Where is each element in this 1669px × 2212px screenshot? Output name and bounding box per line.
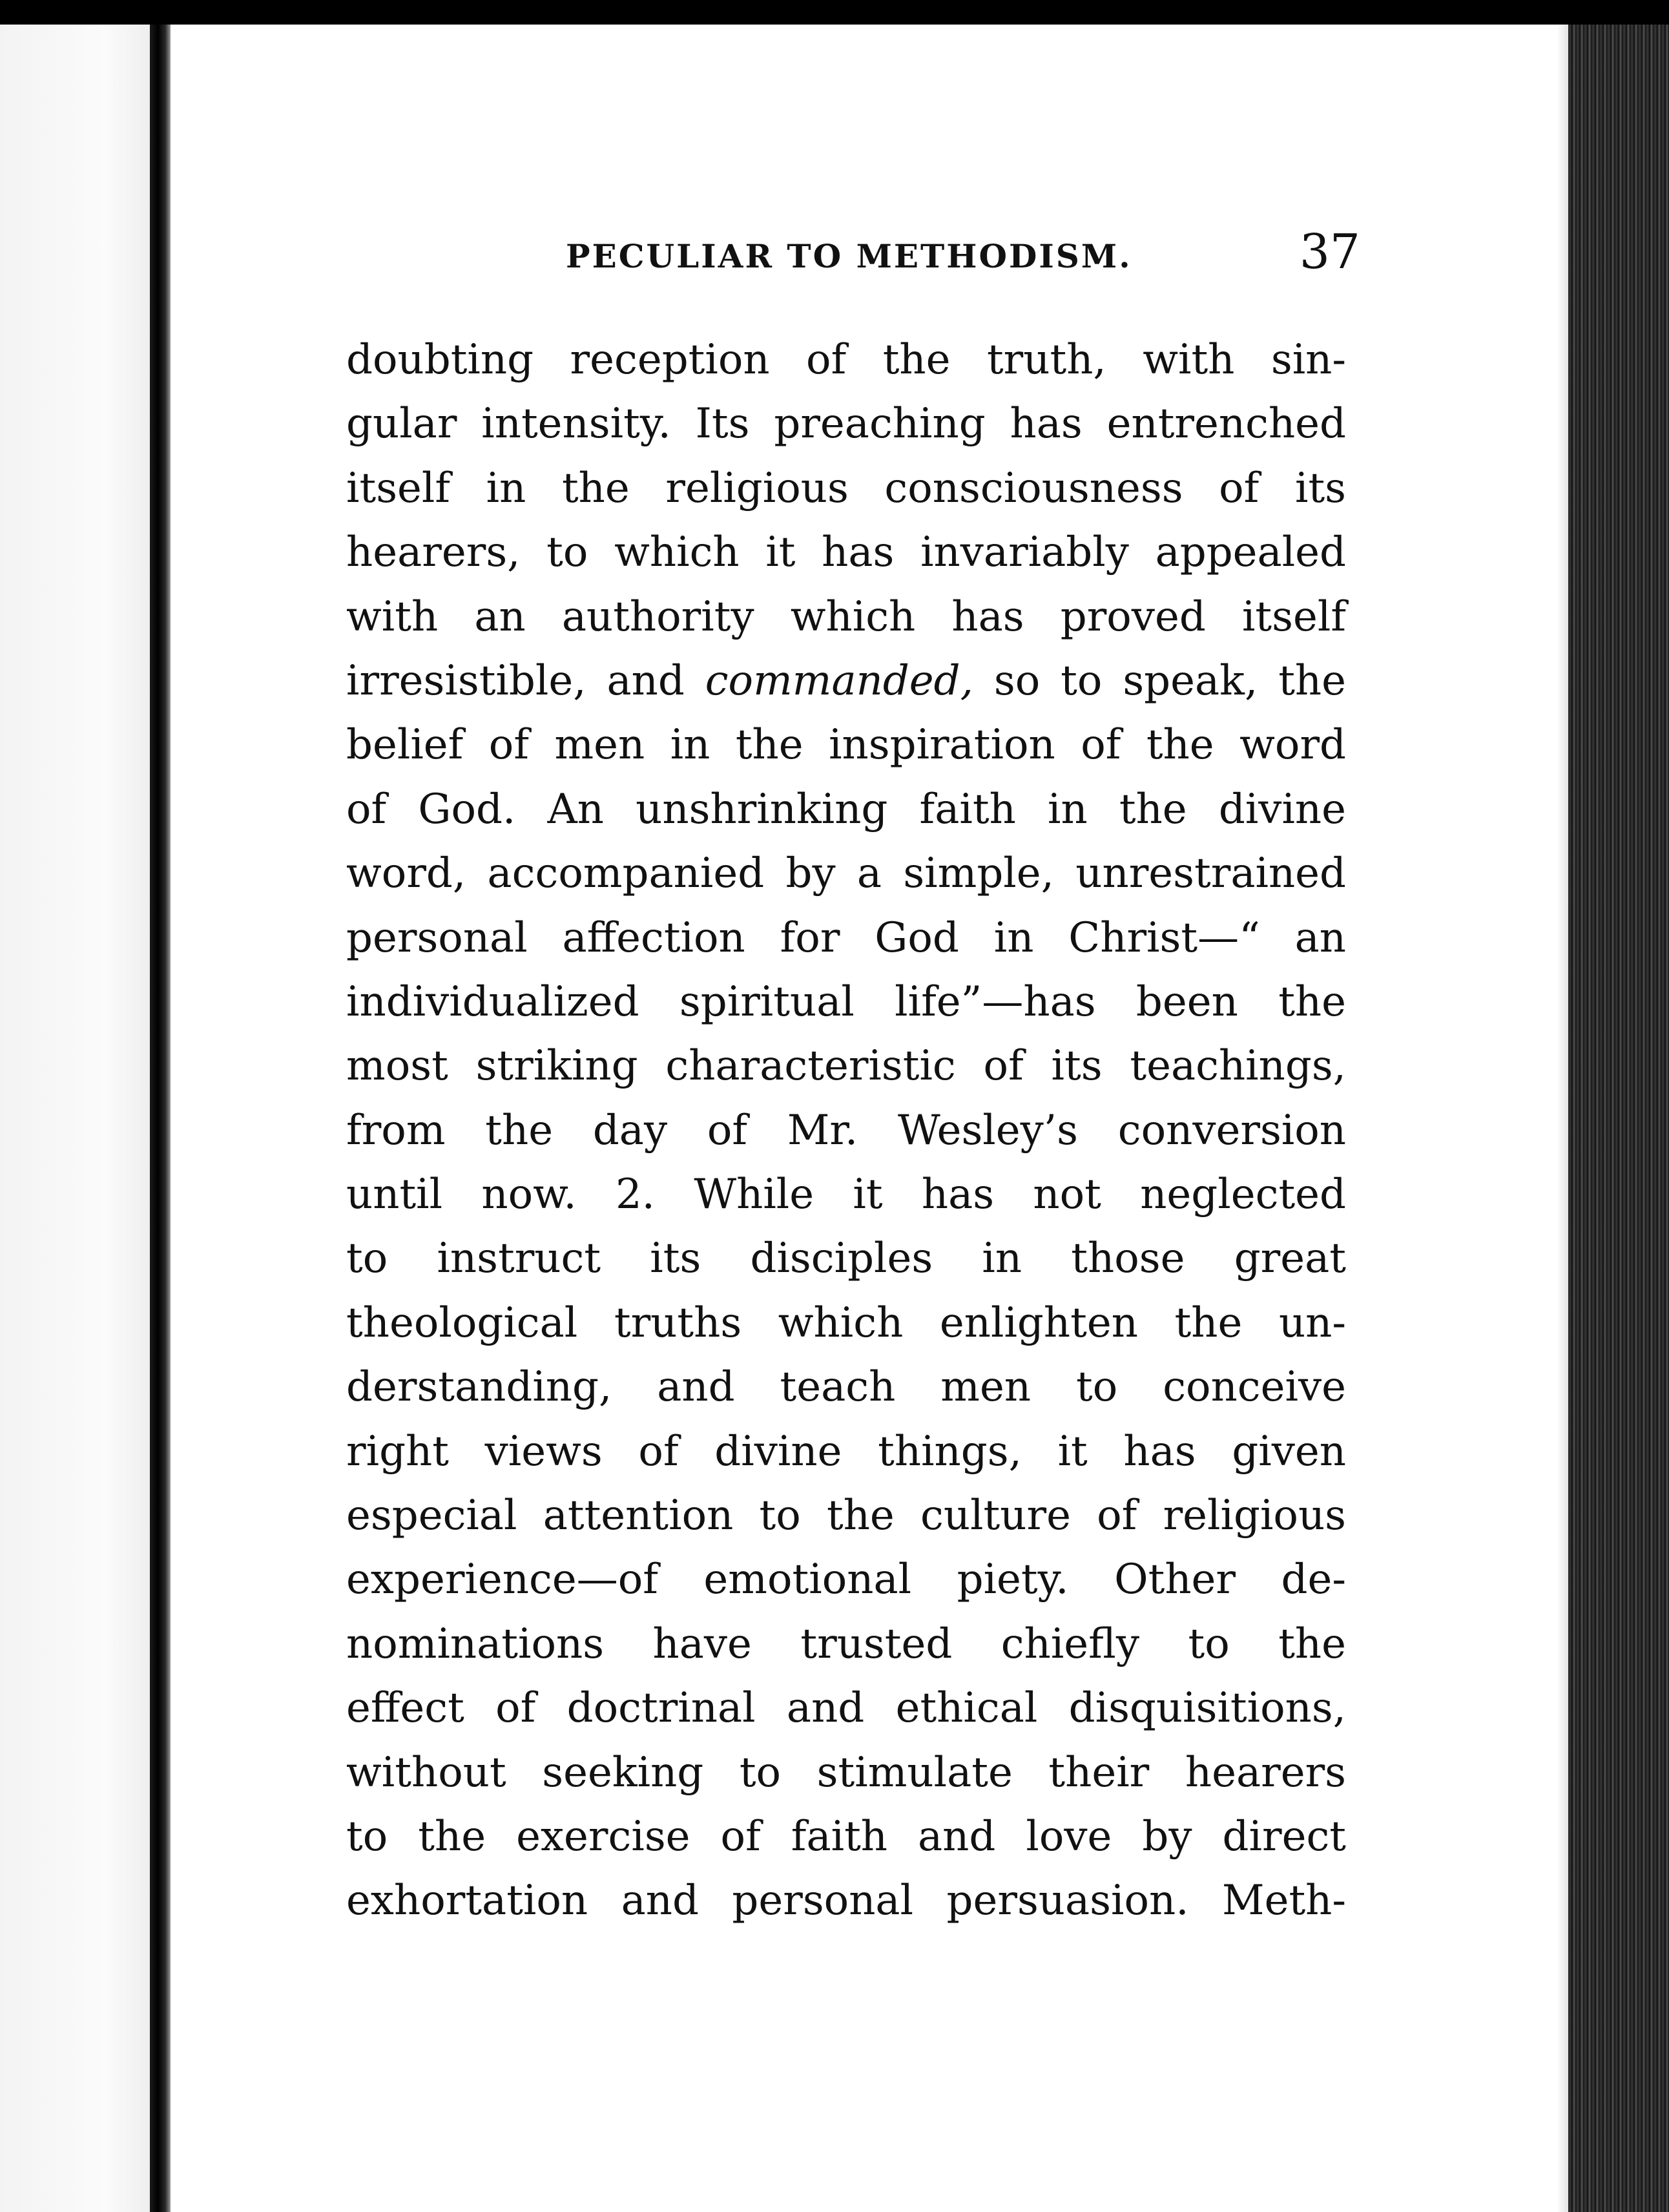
text-segment: so to speak, the [973, 656, 1346, 705]
text-line: itself in the religious consciousness of its [346, 464, 1346, 512]
text-line: gular intensity. Its preaching has entrenched [346, 400, 1346, 448]
page-number: 37 [1299, 224, 1360, 280]
text-line: theological truths which enlighten the un- [346, 1299, 1346, 1347]
text-line: individualized spiritual life”—has been the [346, 977, 1346, 1026]
text-line: exhortation and personal persuasion. Meth- [346, 1877, 1346, 1925]
book-gutter [150, 25, 171, 2212]
italic-emphasis: commanded, [705, 656, 973, 705]
facing-page-edge [0, 25, 150, 2212]
text-line: word, accompanied by a simple, unrestrained [346, 850, 1346, 898]
text-line: especial attention to the culture of religious [346, 1492, 1346, 1540]
text-line: personal affection for God in Christ—“ an [346, 913, 1346, 962]
scan-top-border [0, 0, 1669, 25]
text-line: right views of divine things, it has given [346, 1427, 1346, 1476]
text-line: without seeking to stimulate their hearers [346, 1748, 1346, 1797]
text-line: effect of doctrinal and ethical disquisitions, [346, 1684, 1346, 1733]
text-line: of God. An unshrinking faith in the divine [346, 785, 1346, 833]
text-line: with an authority which has proved itself [346, 592, 1346, 641]
text-line: to the exercise of faith and love by direct [346, 1812, 1346, 1861]
text-line: experience—of emotional piety. Other de- [346, 1556, 1346, 1604]
body-text [346, 328, 1346, 1934]
text-line: from the day of Mr. Wesley’s conversion [346, 1106, 1346, 1154]
text-line [346, 649, 1346, 713]
running-head: PECULIAR TO METHODISM. [566, 237, 1132, 275]
text-line: doubting reception of the truth, with sin- [346, 336, 1346, 384]
text-segment: irresistible, and [346, 656, 705, 705]
text-line: derstanding, and teach men to conceive [346, 1363, 1346, 1412]
text-line: belief of men in the inspiration of the word [346, 721, 1346, 769]
book-fore-edge [1568, 25, 1669, 2212]
text-line: nominations have trusted chiefly to the [346, 1620, 1346, 1668]
text-line: hearers, to which it has invariably appealed [346, 528, 1346, 577]
text-line: to instruct its disciples in those great [346, 1235, 1346, 1283]
text-line: most striking characteristic of its teachings, [346, 1042, 1346, 1090]
text-line: until now. 2. While it has not neglected [346, 1171, 1346, 1219]
